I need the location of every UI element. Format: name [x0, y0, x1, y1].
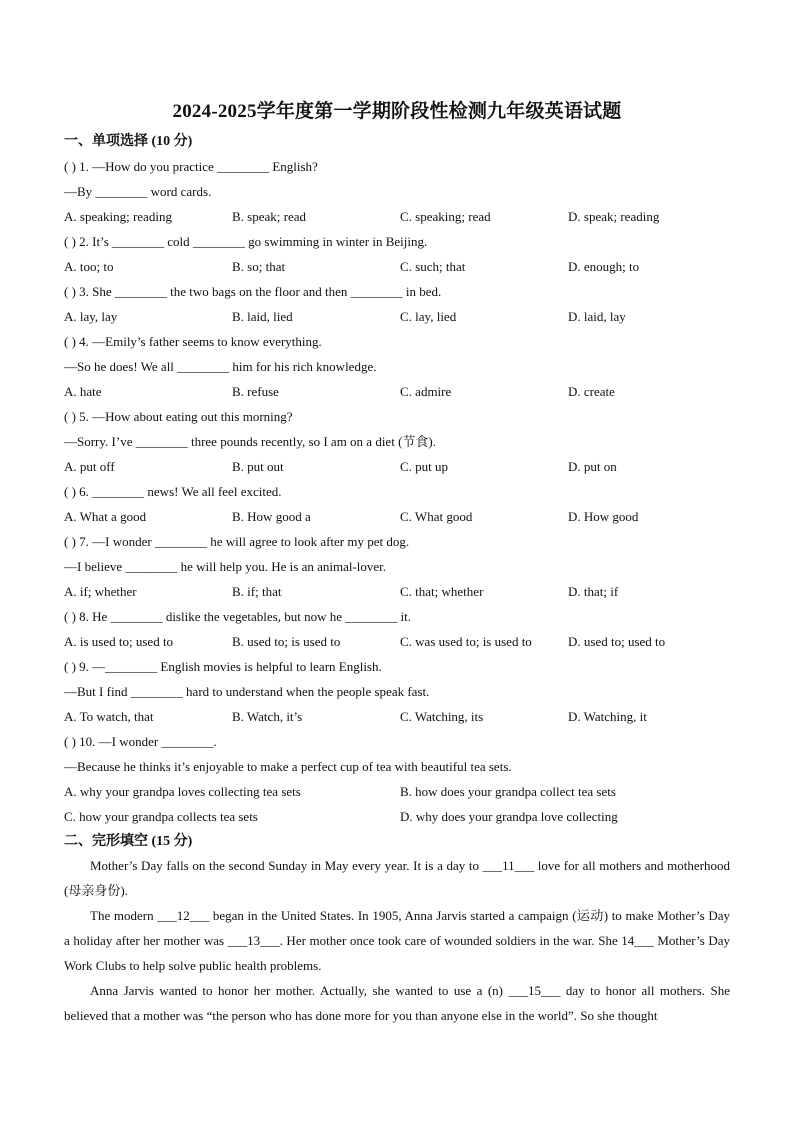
- option-a: A. hate: [64, 384, 102, 399]
- option-a: A. put off: [64, 459, 115, 474]
- question-stem: ( ) 4. —Emily’s father seems to know everything.: [64, 334, 322, 349]
- option-d: D. enough; to: [568, 259, 640, 274]
- option-d: D. why does your grandpa love collecting: [400, 809, 618, 824]
- option-b: B. used to; is used to: [232, 634, 341, 649]
- option-a: A. why your grandpa loves collecting tea sets: [64, 784, 301, 799]
- question-stem: ( ) 9. —________ English movies is helpful to learn English.: [64, 659, 382, 674]
- option-c: C. lay, lied: [400, 309, 457, 324]
- question-stem: —Because he thinks it’s enjoyable to make a perfect cup of tea with beautiful tea sets.: [64, 759, 512, 774]
- question-stem: ( ) 6. ________ news! We all feel excited.: [64, 484, 282, 499]
- question-stem: —I believe ________ he will help you. He is an animal-lover.: [64, 559, 387, 574]
- option-c: C. such; that: [400, 259, 466, 274]
- option-a: A. To watch, that: [64, 709, 154, 724]
- option-d: D. put on: [568, 459, 617, 474]
- option-b: B. how does your grandpa collect tea sets: [400, 784, 616, 799]
- question-stem: —Sorry. I’ve ________ three pounds recently, so I am on a diet (节食).: [64, 434, 436, 449]
- option-c: C. that; whether: [400, 584, 484, 599]
- section2-heading: 二、完形填空 (15 分): [64, 834, 193, 849]
- option-c: C. speaking; read: [400, 209, 491, 224]
- cloze-paragraph: Anna Jarvis wanted to honor her mother. Actually, she wanted to use a (n) ___15___ day to honor all mothers. She believed that a mother was “the person who has done more for you than anyone else in the world”. So she thought: [64, 983, 730, 1023]
- option-d: D. used to; used to: [568, 634, 666, 649]
- option-c: C. put up: [400, 459, 449, 474]
- option-b: B. so; that: [232, 259, 286, 274]
- question-stem: ( ) 1. —How do you practice ________ English?: [64, 159, 318, 174]
- option-a: A. if; whether: [64, 584, 137, 599]
- cloze-paragraph: The modern ___12___ began in the United States. In 1905, Anna Jarvis started a campaign (运动) to make Mother’s Day a holiday after her mother was ___13___. Her mother once took care of wounded soldiers in the war. She 14___ Mother’s Day Work Clubs to help solve public health problems.: [64, 908, 730, 973]
- section1-heading: 一、单项选择 (10 分): [64, 134, 193, 149]
- option-d: D. that; if: [568, 584, 619, 599]
- option-c: C. admire: [400, 384, 452, 399]
- option-d: D. laid, lay: [568, 309, 626, 324]
- option-b: B. refuse: [232, 384, 279, 399]
- option-b: B. How good a: [232, 509, 311, 524]
- option-c: C. Watching, its: [400, 709, 484, 724]
- question-stem: —By ________ word cards.: [64, 184, 212, 199]
- option-a: A. is used to; used to: [64, 634, 174, 649]
- option-a: A. speaking; reading: [64, 209, 172, 224]
- question-stem: ( ) 10. —I wonder ________.: [64, 734, 217, 749]
- option-a: A. What a good: [64, 509, 147, 524]
- question-stem: —So he does! We all ________ him for his rich knowledge.: [64, 359, 377, 374]
- option-c: C. was used to; is used to: [400, 634, 532, 649]
- option-c: C. how your grandpa collects tea sets: [64, 809, 258, 824]
- option-a: A. too; to: [64, 259, 114, 274]
- question-stem: —But I find ________ hard to understand when the people speak fast.: [64, 684, 430, 699]
- question-stem: ( ) 7. —I wonder ________ he will agree to look after my pet dog.: [64, 534, 410, 549]
- page-title: 2024-2025学年度第一学期阶段性检测九年级英语试题: [172, 101, 622, 122]
- option-b: B. put out: [232, 459, 284, 474]
- question-stem: ( ) 5. —How about eating out this morning?: [64, 409, 293, 424]
- cloze-paragraph: Mother’s Day falls on the second Sunday in May every year. It is a day to ___11___ love for all mothers and motherhood (母亲身份).: [64, 858, 730, 898]
- question-stem: ( ) 3. She ________ the two bags on the floor and then ________ in bed.: [64, 284, 442, 299]
- option-b: B. speak; read: [232, 209, 307, 224]
- question-stem: ( ) 2. It’s ________ cold ________ go swimming in winter in Beijing.: [64, 234, 428, 249]
- option-c: C. What good: [400, 509, 473, 524]
- question-stem: ( ) 8. He ________ dislike the vegetables, but now he ________ it.: [64, 609, 411, 624]
- option-d: D. create: [568, 384, 615, 399]
- option-b: B. laid, lied: [232, 309, 293, 324]
- option-d: D. How good: [568, 509, 639, 524]
- option-a: A. lay, lay: [64, 309, 118, 324]
- option-b: B. if; that: [232, 584, 282, 599]
- option-d: D. Watching, it: [568, 709, 647, 724]
- option-d: D. speak; reading: [568, 209, 660, 224]
- option-b: B. Watch, it’s: [232, 709, 303, 724]
